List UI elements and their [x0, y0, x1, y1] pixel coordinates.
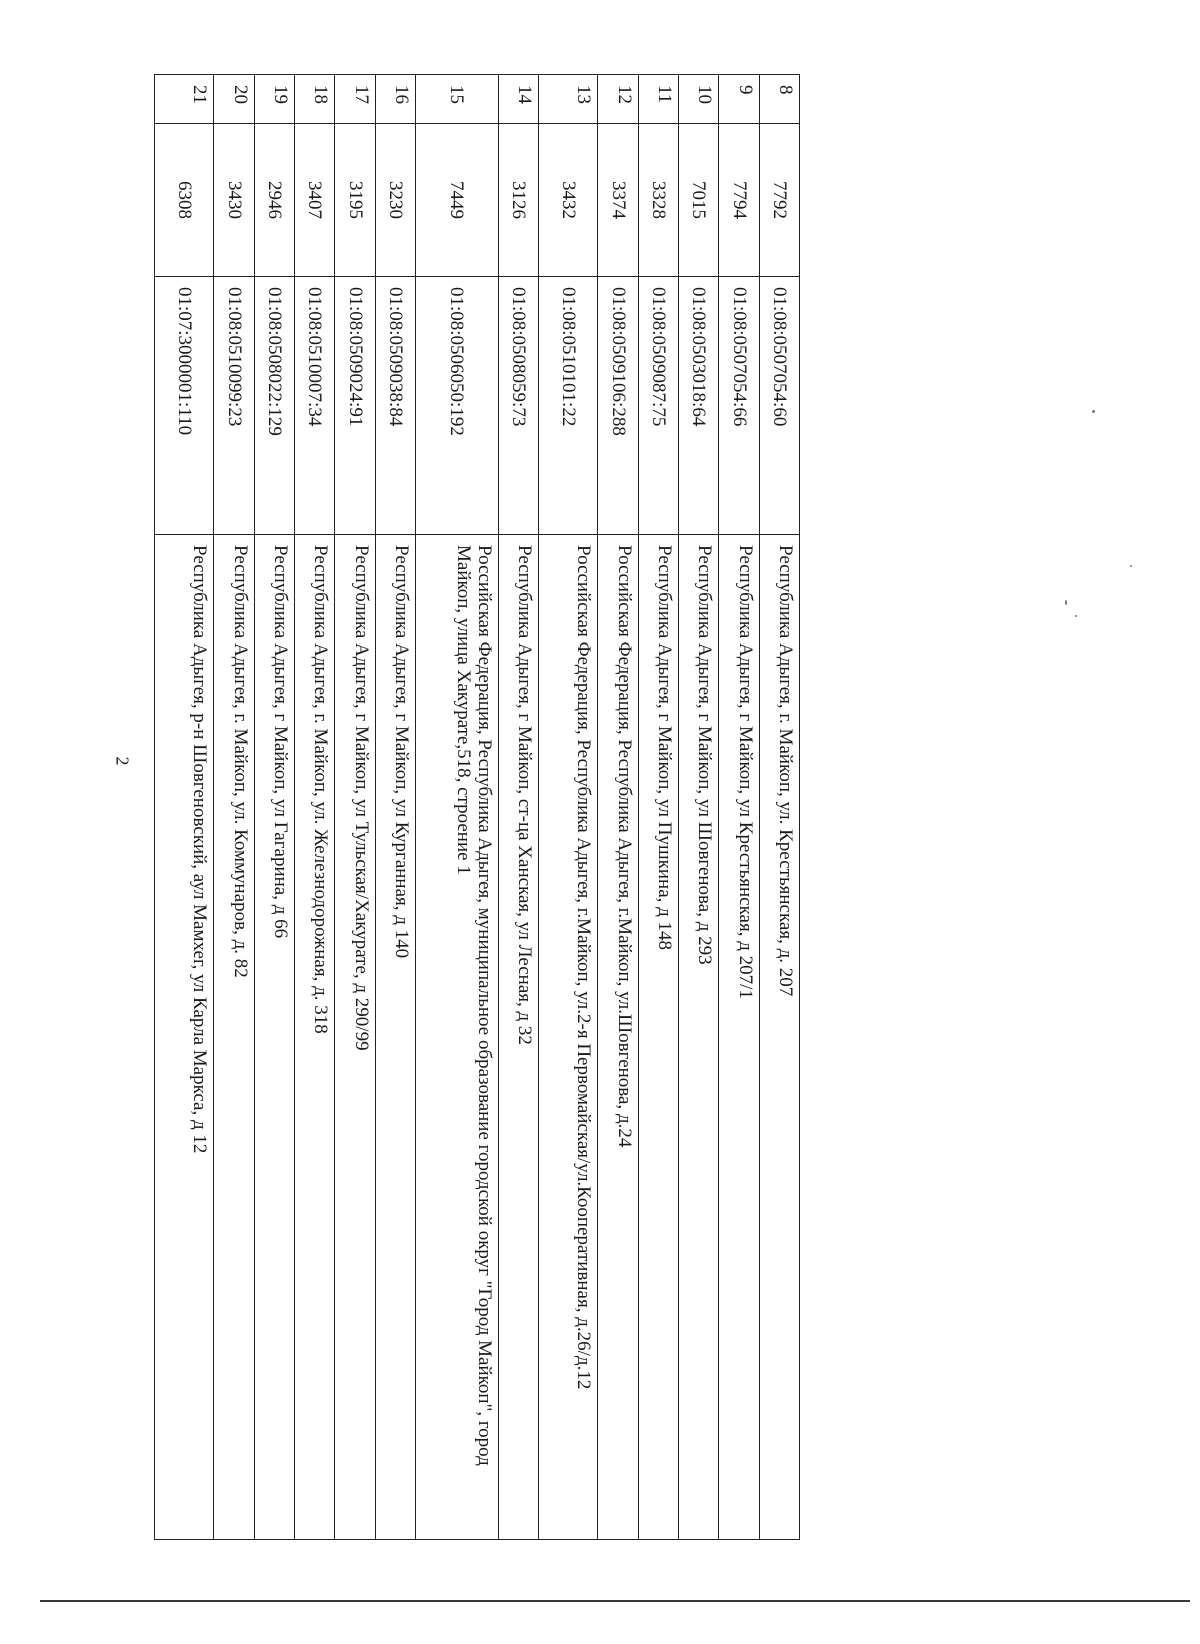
row-cadastral-number: 01:08:0510101:22 — [539, 277, 598, 535]
row-address: Республика Адыгея, г Майкоп, ул Крестьянская, д 207/1 — [719, 535, 759, 1540]
table-row — [295, 75, 335, 1540]
row-cadastral-number: 01:08:0507054:60 — [759, 277, 799, 535]
row-cadastral-number: 01:08:0510099:23 — [214, 277, 254, 535]
table-row — [335, 75, 375, 1540]
row-cadastral-number: 01:08:0506050:192 — [415, 277, 498, 535]
row-number: 20 — [214, 75, 254, 124]
table-row — [375, 75, 415, 1540]
row-address: Республика Адыгея, г. Майкоп, ул. Коммунаров, д. 82 — [214, 535, 254, 1540]
row-number: 16 — [375, 75, 415, 124]
row-address: Республика Адыгея, г Майкоп, ул Шовгенова, д 293 — [679, 535, 719, 1540]
scan-speck — [1075, 615, 1077, 617]
row-area: 3195 — [335, 124, 375, 277]
table-row — [679, 75, 719, 1540]
row-number: 21 — [155, 75, 214, 124]
row-number: 12 — [598, 75, 638, 124]
table-row — [539, 75, 598, 1540]
row-address: Республика Адыгея, р-н Шовгеновский, аул Мамхег, ул Карла Маркса, д 12 — [155, 535, 214, 1540]
row-area: 7792 — [759, 124, 799, 277]
row-address: Республика Адыгея, г Майкоп, ул Гагарина, д 66 — [254, 535, 294, 1540]
row-cadastral-number: 01:08:0510007:34 — [295, 277, 335, 535]
row-area: 7449 — [415, 124, 498, 277]
scan-bottom-edge-line — [40, 1600, 1190, 1602]
row-cadastral-number: 01:08:0508059:73 — [498, 277, 538, 535]
row-cadastral-number: 01:08:0503018:64 — [679, 277, 719, 535]
row-number: 19 — [254, 75, 294, 124]
row-area: 3430 — [214, 124, 254, 277]
records-table-container — [154, 74, 800, 1539]
row-area: 6308 — [155, 124, 214, 277]
row-cadastral-number: 01:08:0509038:84 — [375, 277, 415, 535]
records-table-rotated — [154, 74, 800, 1539]
table-row — [415, 75, 498, 1540]
row-area: 3328 — [638, 124, 678, 277]
row-cadastral-number: 01:08:0508022:129 — [254, 277, 294, 535]
row-area: 3432 — [539, 124, 598, 277]
row-number: 8 — [759, 75, 799, 124]
row-area: 2946 — [254, 124, 294, 277]
row-number: 13 — [539, 75, 598, 124]
row-address: Российская Федерация, Республика Адыгея, г.Майкоп, ул.2-я Первомайская/ул.Кооперативная, д.26/д.12 — [539, 535, 598, 1540]
table-row — [719, 75, 759, 1540]
row-number: 10 — [679, 75, 719, 124]
table-row — [759, 75, 799, 1540]
row-cadastral-number: 01:08:0507054:66 — [719, 277, 759, 535]
row-number: 18 — [295, 75, 335, 124]
row-address: Республика Адыгея, г. Майкоп, ул. Железнодорожная, д. 318 — [295, 535, 335, 1540]
table-row — [498, 75, 538, 1540]
row-address: Российская Федерация, Республика Адыгея, г.Майкоп, ул.Шовгенова, д.24 — [598, 535, 638, 1540]
row-cadastral-number: 01:07:3000001:110 — [155, 277, 214, 535]
row-area: 7794 — [719, 124, 759, 277]
row-area: 3374 — [598, 124, 638, 277]
table-row — [155, 75, 214, 1540]
row-address: Российская Федерация, Республика Адыгея, муниципальное образование городской округ "Город Майкоп", город Майкоп, улица Хакурате,518, строение 1 — [415, 535, 498, 1540]
table-row — [598, 75, 638, 1540]
row-area: 3126 — [498, 124, 538, 277]
row-address: Республика Адыгея, г Майкоп, ул Тульская/Хакурате, д 290/99 — [335, 535, 375, 1540]
row-area: 7015 — [679, 124, 719, 277]
row-number: 15 — [415, 75, 498, 124]
row-number: 17 — [335, 75, 375, 124]
row-cadastral-number: 01:08:0509087:75 — [638, 277, 678, 535]
table-row — [214, 75, 254, 1540]
scan-speck — [1092, 410, 1095, 413]
row-address: Республика Адыгея, г Майкоп, ул Пушкина, д 148 — [638, 535, 678, 1540]
records-table — [154, 74, 800, 1540]
row-area: 3230 — [375, 124, 415, 277]
table-row — [638, 75, 678, 1540]
row-number: 9 — [719, 75, 759, 124]
scan-speck — [1130, 565, 1132, 567]
table-row — [254, 75, 294, 1540]
row-address: Республика Адыгея, г Майкоп, ул Курганная, д 140 — [375, 535, 415, 1540]
scan-speck — [1065, 600, 1067, 605]
row-address: Республика Адыгея, г. Майкоп, ул. Крестьянская, д. 207 — [759, 535, 799, 1540]
row-area: 3407 — [295, 124, 335, 277]
page-number: 2 — [112, 756, 133, 766]
row-number: 14 — [498, 75, 538, 124]
row-cadastral-number: 01:08:0509106:288 — [598, 277, 638, 535]
row-cadastral-number: 01:08:0509024:91 — [335, 277, 375, 535]
row-number: 11 — [638, 75, 678, 124]
row-address: Республика Адыгея, г Майкоп, ст-ца Ханская, ул Лесная, д 32 — [498, 535, 538, 1540]
